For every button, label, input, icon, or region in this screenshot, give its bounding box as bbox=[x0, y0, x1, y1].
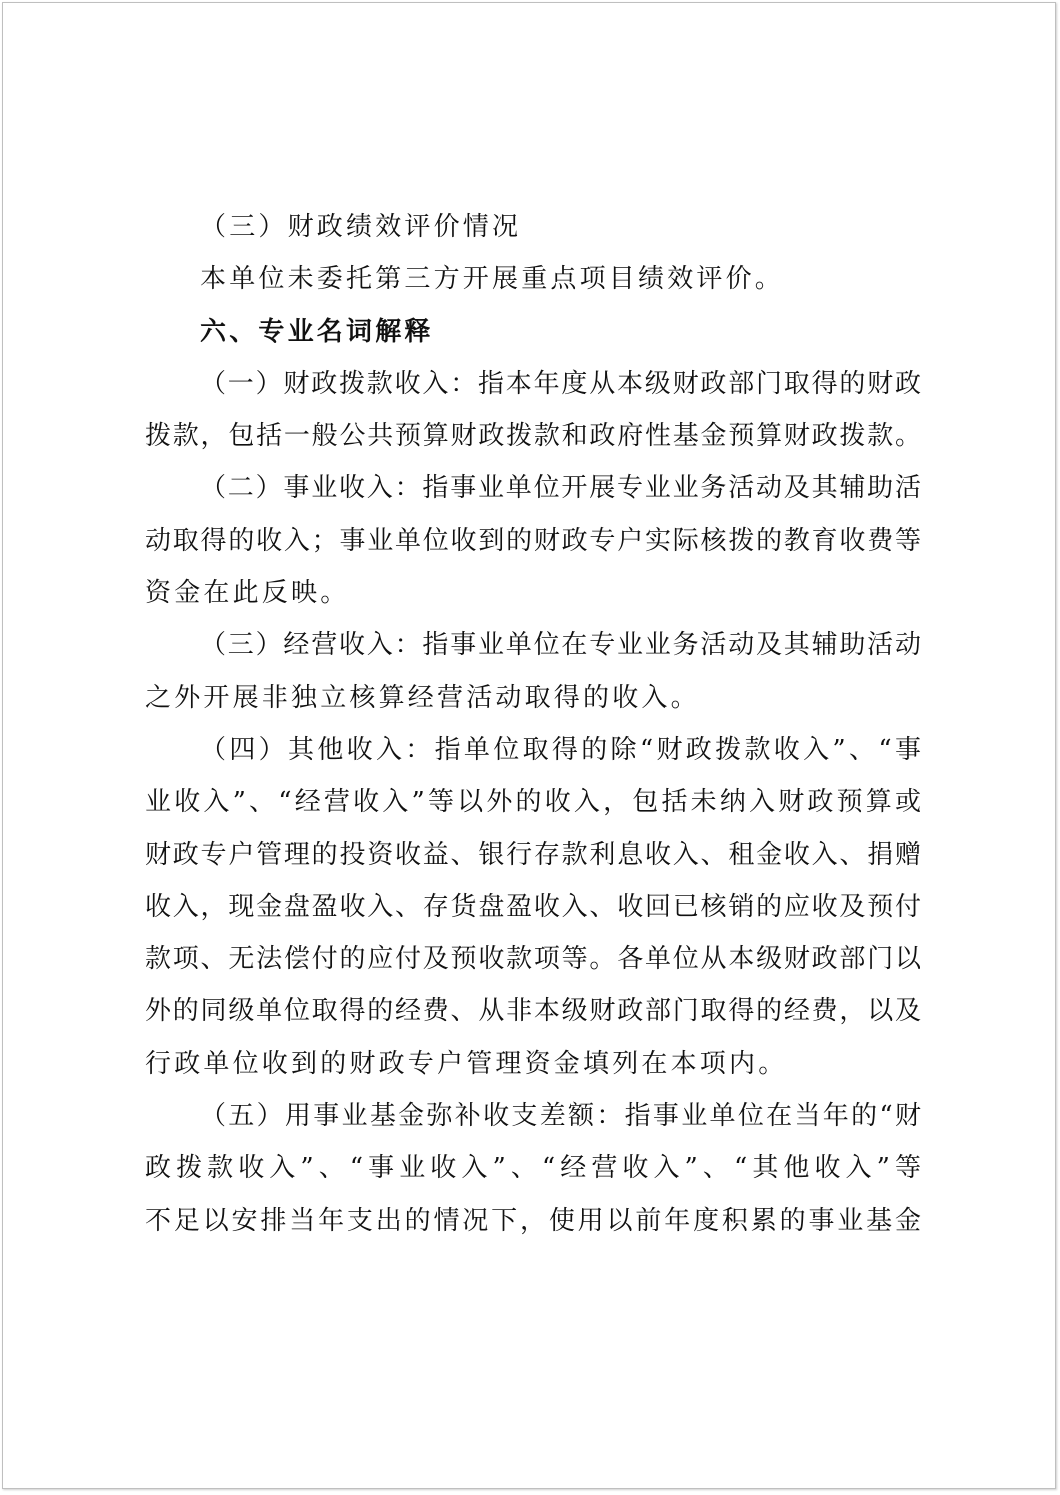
paragraph-line: 动取得的收入；事业单位收到的财政专户实际核拨的教育收费等 bbox=[145, 525, 921, 556]
paragraph-line: 业收入”、“经营收入”等以外的收入，包括未纳入财政预算或 bbox=[145, 787, 921, 818]
paragraph-line: 之外开展非独立核算经营活动取得的收入。 bbox=[145, 682, 700, 713]
paragraph-line: 收入，现金盘盈收入、存货盘盈收入、收回已核销的应收及预付 bbox=[145, 891, 921, 922]
paragraph-line: 外的同级单位取得的经费、从非本级财政部门取得的经费，以及 bbox=[145, 996, 921, 1027]
paragraph-line: 款项、无法偿付的应付及预收款项等。各单位从本级财政部门以 bbox=[145, 944, 921, 975]
paragraph-line: 资金在此反映。 bbox=[145, 578, 350, 609]
section-heading-terms: 六、专业名词解释 bbox=[200, 316, 434, 347]
paragraph-line: 不足以安排当年支出的情况下，使用以前年度积累的事业基金 bbox=[145, 1205, 921, 1236]
paragraph-line: 政拨款收入”、“事业收入”、“经营收入”、“其他收入”等 bbox=[145, 1153, 921, 1184]
document-body bbox=[145, 201, 921, 1247]
paragraph-line: 本单位未委托第三方开展重点项目绩效评价。 bbox=[200, 264, 785, 295]
section-heading-performance: （三）财政绩效评价情况 bbox=[200, 212, 522, 242]
paragraph-line: 财政专户管理的投资收益、银行存款利息收入、租金收入、捐赠 bbox=[145, 839, 921, 870]
paragraph-line: （三）经营收入：指事业单位在专业业务活动及其辅助活动 bbox=[200, 630, 921, 661]
paragraph-line: （二）事业收入：指事业单位开展专业业务活动及其辅助活 bbox=[200, 473, 921, 504]
paragraph-line: （四）其他收入：指单位取得的除“财政拨款收入”、“事 bbox=[200, 734, 921, 765]
paragraph-line: （五）用事业基金弥补收支差额：指事业单位在当年的“财 bbox=[200, 1101, 921, 1132]
paragraph-line: 行政单位收到的财政专户管理资金填列在本项内。 bbox=[145, 1048, 788, 1079]
paragraph-line: （一）财政拨款收入：指本年度从本级财政部门取得的财政 bbox=[200, 368, 921, 399]
paragraph-line: 拨款，包括一般公共预算财政拨款和政府性基金预算财政拨款。 bbox=[145, 421, 921, 452]
document-page bbox=[2, 2, 1056, 1489]
